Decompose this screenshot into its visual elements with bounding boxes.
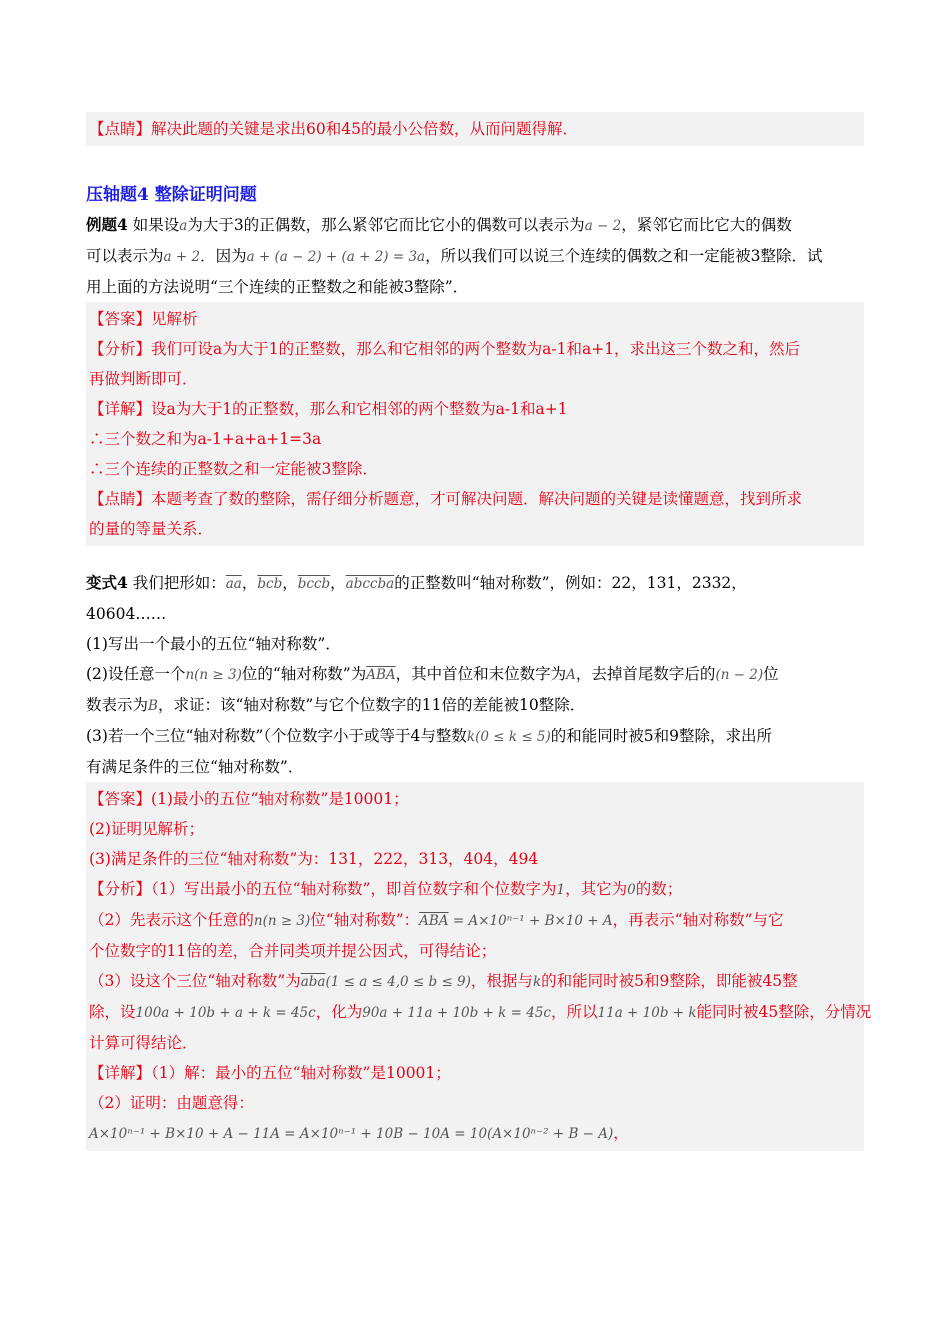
variant-solution: 【答案】(1)最小的五位“轴对称数”是10001； (2)证明见解析； (3)满足条件的三位“轴对称数”为：131，222，313，404，494 【分析】（1）写出最小的五位“轴对称数”，即首位数字和个位数字为1，其它为0的数； （2）先表示这个任意的n(n ≥ 3)位“轴对称数”：$\overline{ABA} = A\times 10^{n-1} + B\times 10 + A$，再表示“轴对称数”与它 个位数字的11倍的差，合并同类项并提公因式，可得结论； （3）设这个三位“轴对称数”为$\overline{aba}(1 \le a \le 4,0 \le b \le 9)$，根据与k的和能同时被5和9整除，即能被45整 除，设100a + 10b + a + k = 45c，化为90a + 11a + 10b + k = 45c，所以11a + 10b + k能同时被45整除，分情况 计算可得结论． 【详解】（1）解：最小的五位“轴对称数”是10001； （2）证明：由题意得： A×10ⁿ⁻¹ + B×10 + A − 11A = A×10ⁿ⁻¹ + 10B − 10A = 10(A×10ⁿ⁻² + B − A)，: [86, 782, 864, 1151]
example-label: 例题4: [86, 215, 128, 234]
previous-tip: [86, 112, 864, 146]
tip-text: 解决此题的关键是求出60和45的最小公倍数，从而问题得解．: [151, 120, 578, 138]
variant-question: 变式4 我们把形如：$\overline{aa}$，$\overline{bcb}$，bccb，abccba的正整数叫“轴对称数”，例如：22，131，2332， 40604…… (1)写出一个最小的五位“轴对称数”． (2)设任意一个n(n ≥ 3)位的“轴对称数”为$\overline{ABA}$，其中首位和末位数字为A，去掉首尾数字后的(n − 2)位 数表示为B，求证：该“轴对称数”与它个位数字的11倍的差能被10整除． (3)若一个三位“轴对称数”（个位数字小于或等于4与整数k(0 ≤ k ≤ 5)的和能同时被5和9整除，求出所 有满足条件的三位“轴对称数”．: [86, 573, 779, 776]
tip-tag: 【点睛】: [89, 120, 152, 138]
section-heading: 压轴题4 整除证明问题: [86, 185, 257, 205]
variant-label: 变式4: [86, 573, 128, 592]
example-question: 例题4 如果设a为大于3的正偶数，那么紧邻它而比它小的偶数可以表示为a − 2，紧邻它而比它大的偶数 可以表示为a + 2．因为a + (a − 2) + (a + 2) = 3a，所以我们可以说三个连续的偶数之和一定能被3整除．试 用上面的方法说明“三个连续的正整数之和能被3整除”．: [86, 215, 823, 296]
example-solution: 【答案】见解析 【分析】我们可设a为大于1的正整数，那么和它相邻的两个整数为a-1和a+1，求出这三个数之和，然后 再做判断即可． 【详解】设a为大于1的正整数，那么和它相邻的两个整数为a-1和a+1 ∴三个数之和为a-1+a+a+1=3a ∴三个连续的正整数之和一定能被3整除． 【点睛】本题考查了数的整除，需仔细分析题意，才可解决问题．解决问题的关键是读懂题意，找到所求 的量的等量关系．: [86, 302, 864, 546]
page-content: [86, 112, 872, 1151]
